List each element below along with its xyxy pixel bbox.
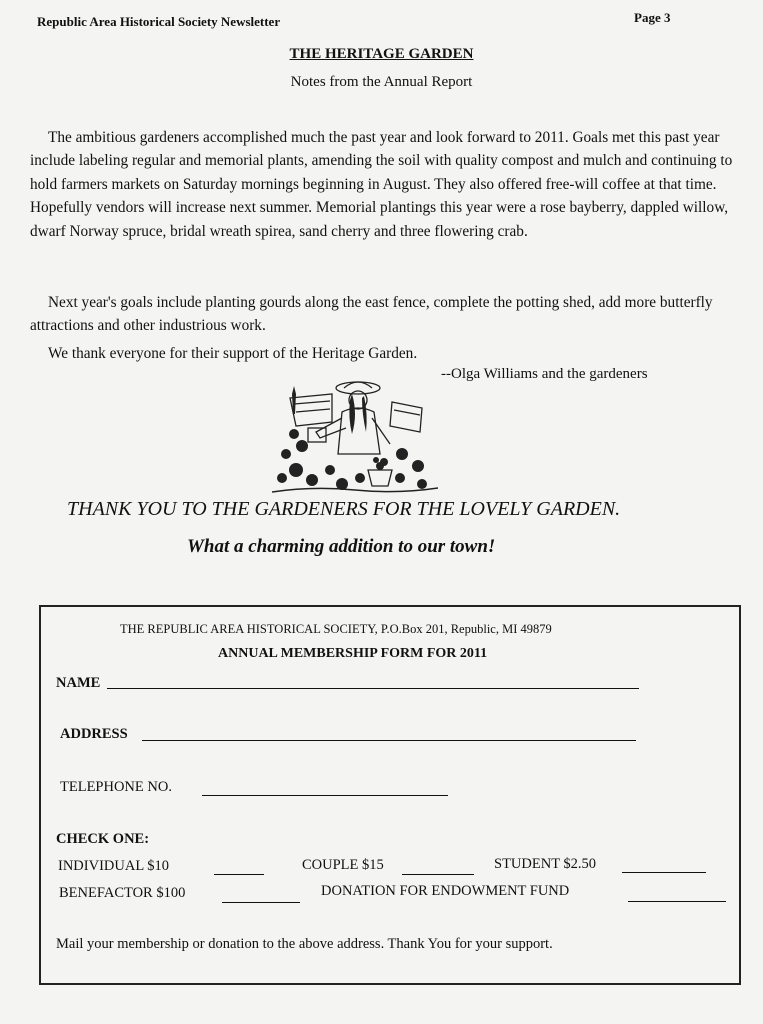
article-signature: --Olga Williams and the gardeners xyxy=(441,366,648,382)
article-paragraph-1 xyxy=(30,126,745,243)
student-blank[interactable] xyxy=(622,872,706,873)
benefactor-label: BENEFACTOR $100 xyxy=(59,885,186,901)
name-blank[interactable] xyxy=(107,688,639,689)
paragraph-3-text: We thank everyone for their support of the Heritage Garden. xyxy=(48,345,418,362)
article-title: THE HERITAGE GARDEN xyxy=(289,46,474,62)
article-paragraph-3 xyxy=(30,342,745,365)
couple-blank[interactable] xyxy=(402,874,474,875)
page-number: Page 3 xyxy=(634,10,671,25)
paragraph-1-text: The ambitious gardeners accomplished much the past year and look forward to 2011. Goals met this past year include labeling regular and memorial plants, amending the soil with quality compost and mulch and continuing to hold farmers markets on Saturday mornings beginning in August. They also offered free-will coffee at that time. Hopefully vendors will increase next summer. Memorial plantings this year were a rose bayberry, dappled willow, dwarf Norway spruce, bridal wreath spirea, sand cherry and three flowering crab. xyxy=(30,129,733,240)
couple-label: COUPLE $15 xyxy=(302,857,384,873)
donation-blank[interactable] xyxy=(628,901,726,902)
telephone-label: TELEPHONE NO. xyxy=(60,779,172,795)
mail-instructions: Mail your membership or donation to the above address. Thank You for your support. xyxy=(56,936,553,952)
name-label: NAME xyxy=(56,675,101,691)
address-label: ADDRESS xyxy=(60,726,128,742)
donation-label: DONATION FOR ENDOWMENT FUND xyxy=(321,883,570,899)
thank-you-line: THANK YOU TO THE GARDENERS FOR THE LOVELY GARDEN. xyxy=(67,498,621,520)
address-blank[interactable] xyxy=(142,740,636,741)
paragraph-2-text: Next year's goals include planting gourds along the east fence, complete the potting shed, add more butterfly attractions and other industrious work. xyxy=(30,294,713,335)
benefactor-blank[interactable] xyxy=(222,902,300,903)
newsletter-title: Republic Area Historical Society Newsletter xyxy=(37,14,281,29)
individual-blank[interactable] xyxy=(214,874,264,875)
article-paragraph-2 xyxy=(30,291,745,338)
check-one-label: CHECK ONE: xyxy=(56,831,150,847)
form-society-address: THE REPUBLIC AREA HISTORICAL SOCIETY, P.O.Box 201, Republic, MI 49879 xyxy=(120,622,552,636)
article-subtitle: Notes from the Annual Report xyxy=(290,74,473,90)
individual-label: INDIVIDUAL $10 xyxy=(58,858,170,874)
telephone-blank[interactable] xyxy=(202,795,448,796)
form-title: ANNUAL MEMBERSHIP FORM FOR 2011 xyxy=(218,646,488,661)
student-label: STUDENT $2.50 xyxy=(494,856,597,872)
charming-addition-line: What a charming addition to our town! xyxy=(187,536,496,557)
gardener-illustration xyxy=(272,374,438,500)
